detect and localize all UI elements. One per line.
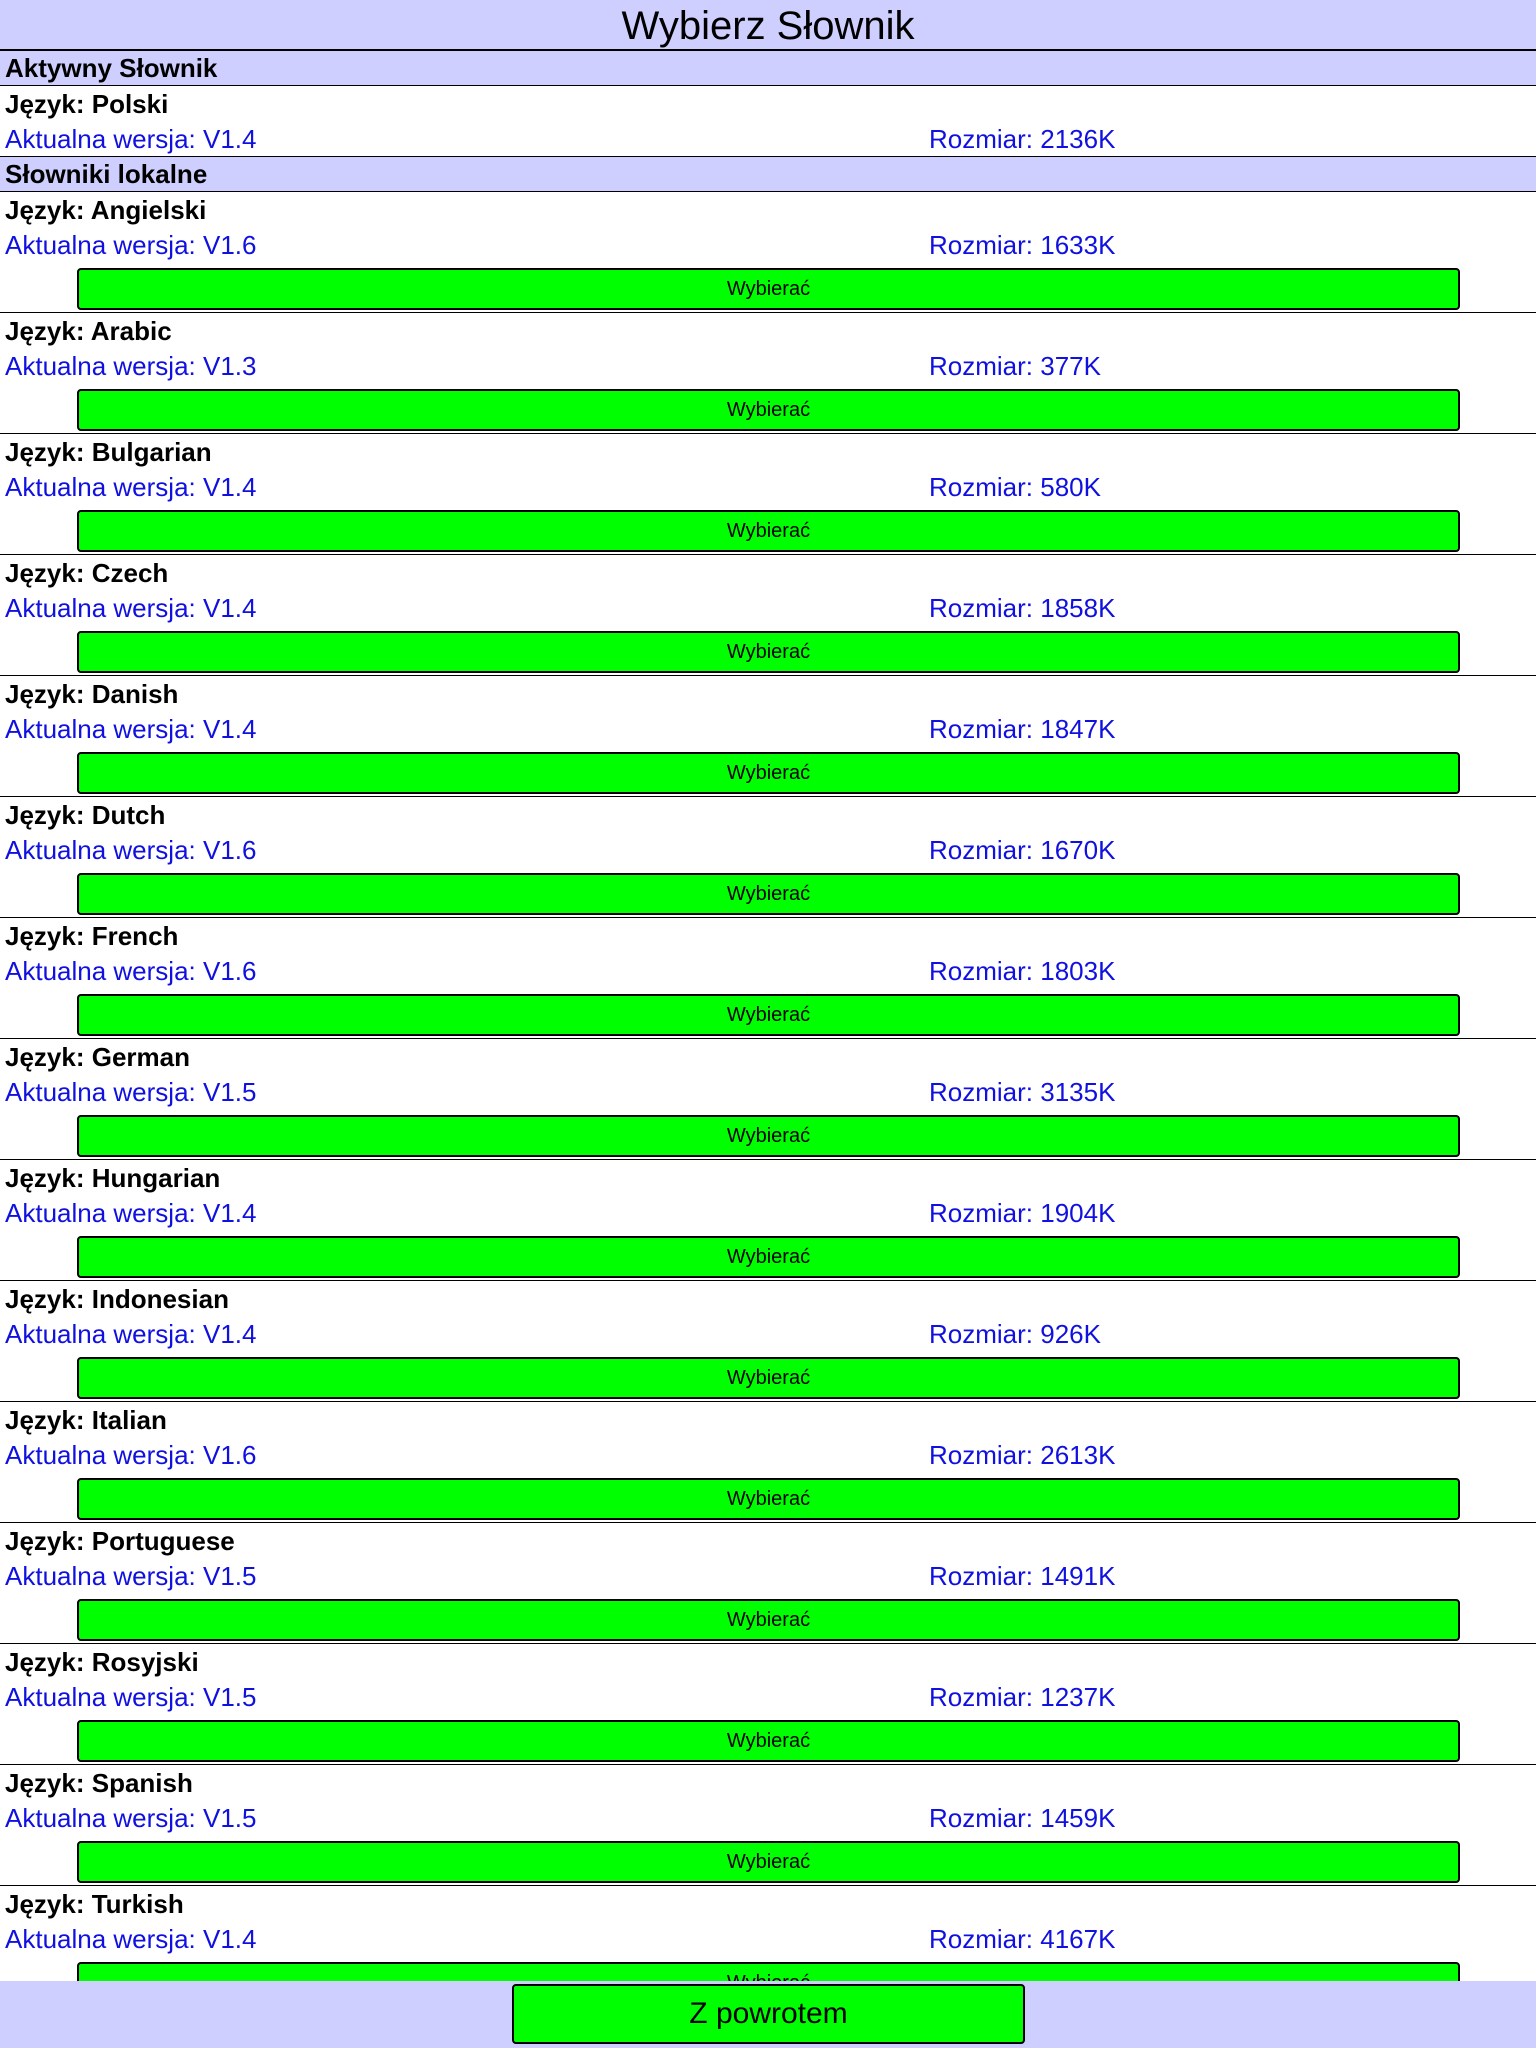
size-label: Rozmiar: 4167K (929, 1924, 1116, 1954)
select-dictionary-button[interactable]: Wybierać (77, 1357, 1460, 1399)
version-label: Aktualna wersja: V1.4 (5, 124, 257, 154)
size-label: Rozmiar: 580K (929, 472, 1101, 502)
select-dictionary-button[interactable]: Wybierać (77, 1841, 1460, 1883)
version-label: Aktualna wersja: V1.4 (5, 714, 257, 744)
select-dictionary-button[interactable]: Wybierać (77, 631, 1460, 673)
size-label: Rozmiar: 1237K (929, 1682, 1116, 1712)
dictionary-entry (0, 1644, 1536, 1765)
language-label: Język: Spanish (5, 1768, 193, 1798)
language-label: Język: German (5, 1042, 190, 1072)
select-dictionary-button[interactable]: Wybierać (77, 1720, 1460, 1762)
size-label: Rozmiar: 1904K (929, 1198, 1116, 1228)
local-dictionaries-list (0, 192, 1536, 2007)
size-label: Rozmiar: 377K (929, 351, 1101, 381)
language-label: Język: Bulgarian (5, 437, 212, 467)
dictionary-entry (0, 797, 1536, 918)
dictionary-entry (0, 1765, 1536, 1886)
language-label: Język: Dutch (5, 800, 166, 830)
language-label: Język: Indonesian (5, 1284, 229, 1314)
version-label: Aktualna wersja: V1.5 (5, 1561, 257, 1591)
language-label: Język: Danish (5, 679, 179, 709)
version-label: Aktualna wersja: V1.4 (5, 1924, 257, 1954)
language-label: Język: Turkish (5, 1889, 184, 1919)
footer-bar (0, 1981, 1536, 2048)
select-dictionary-button[interactable]: Wybierać (77, 994, 1460, 1036)
select-dictionary-button[interactable]: Wybierać (77, 268, 1460, 310)
version-label: Aktualna wersja: V1.3 (5, 351, 257, 381)
size-label: Rozmiar: 1491K (929, 1561, 1116, 1591)
language-label: Język: Italian (5, 1405, 167, 1435)
version-label: Aktualna wersja: V1.4 (5, 593, 257, 623)
dictionary-entry (0, 434, 1536, 555)
dictionary-entry (0, 1523, 1536, 1644)
version-label: Aktualna wersja: V1.4 (5, 1319, 257, 1349)
language-label: Język: Czech (5, 558, 169, 588)
dictionary-list[interactable] (0, 51, 1536, 1981)
version-label: Aktualna wersja: V1.6 (5, 230, 257, 260)
language-label: Język: Rosyjski (5, 1647, 199, 1677)
version-label: Aktualna wersja: V1.5 (5, 1682, 257, 1712)
select-dictionary-button[interactable]: Wybierać (77, 1599, 1460, 1641)
language-label: Język: Arabic (5, 316, 172, 346)
version-label: Aktualna wersja: V1.6 (5, 835, 257, 865)
page-title: Wybierz Słownik (0, 0, 1536, 51)
local-dictionaries-header: Słowniki lokalne (0, 157, 1536, 192)
language-label: Język: French (5, 921, 179, 951)
select-dictionary-button[interactable]: Wybierać (77, 510, 1460, 552)
version-label: Aktualna wersja: V1.6 (5, 1440, 257, 1470)
size-label: Rozmiar: 1803K (929, 956, 1116, 986)
version-label: Aktualna wersja: V1.5 (5, 1077, 257, 1107)
active-dictionary-entry (0, 86, 1536, 157)
language-label: Język: Hungarian (5, 1163, 221, 1193)
dictionary-entry (0, 1402, 1536, 1523)
size-label: Rozmiar: 2613K (929, 1440, 1116, 1470)
language-label: Język: Portuguese (5, 1526, 235, 1556)
size-label: Rozmiar: 3135K (929, 1077, 1116, 1107)
size-label: Rozmiar: 1459K (929, 1803, 1116, 1833)
version-label: Aktualna wersja: V1.6 (5, 956, 257, 986)
version-label: Aktualna wersja: V1.5 (5, 1803, 257, 1833)
back-button[interactable]: Z powrotem (512, 1984, 1025, 2044)
dictionary-entry (0, 192, 1536, 313)
language-label: Język: Polski (5, 89, 169, 119)
select-dictionary-button[interactable]: Wybierać (77, 873, 1460, 915)
select-dictionary-button[interactable]: Wybierać (77, 752, 1460, 794)
size-label: Rozmiar: 2136K (929, 124, 1116, 154)
version-label: Aktualna wersja: V1.4 (5, 1198, 257, 1228)
select-dictionary-button[interactable]: Wybierać (77, 1236, 1460, 1278)
select-dictionary-button[interactable]: Wybierać (77, 389, 1460, 431)
dictionary-entry (0, 555, 1536, 676)
select-dictionary-button[interactable]: Wybierać (77, 1115, 1460, 1157)
active-dictionary-header: Aktywny Słownik (0, 51, 1536, 86)
dictionary-entry (0, 918, 1536, 1039)
language-label: Język: Angielski (5, 195, 207, 225)
size-label: Rozmiar: 1633K (929, 230, 1116, 260)
dictionary-entry (0, 1160, 1536, 1281)
dictionary-entry (0, 313, 1536, 434)
version-label: Aktualna wersja: V1.4 (5, 472, 257, 502)
size-label: Rozmiar: 926K (929, 1319, 1101, 1349)
size-label: Rozmiar: 1858K (929, 593, 1116, 623)
dictionary-entry (0, 1281, 1536, 1402)
dictionary-entry (0, 1039, 1536, 1160)
size-label: Rozmiar: 1847K (929, 714, 1116, 744)
dictionary-entry (0, 676, 1536, 797)
size-label: Rozmiar: 1670K (929, 835, 1116, 865)
select-dictionary-button[interactable]: Wybierać (77, 1478, 1460, 1520)
